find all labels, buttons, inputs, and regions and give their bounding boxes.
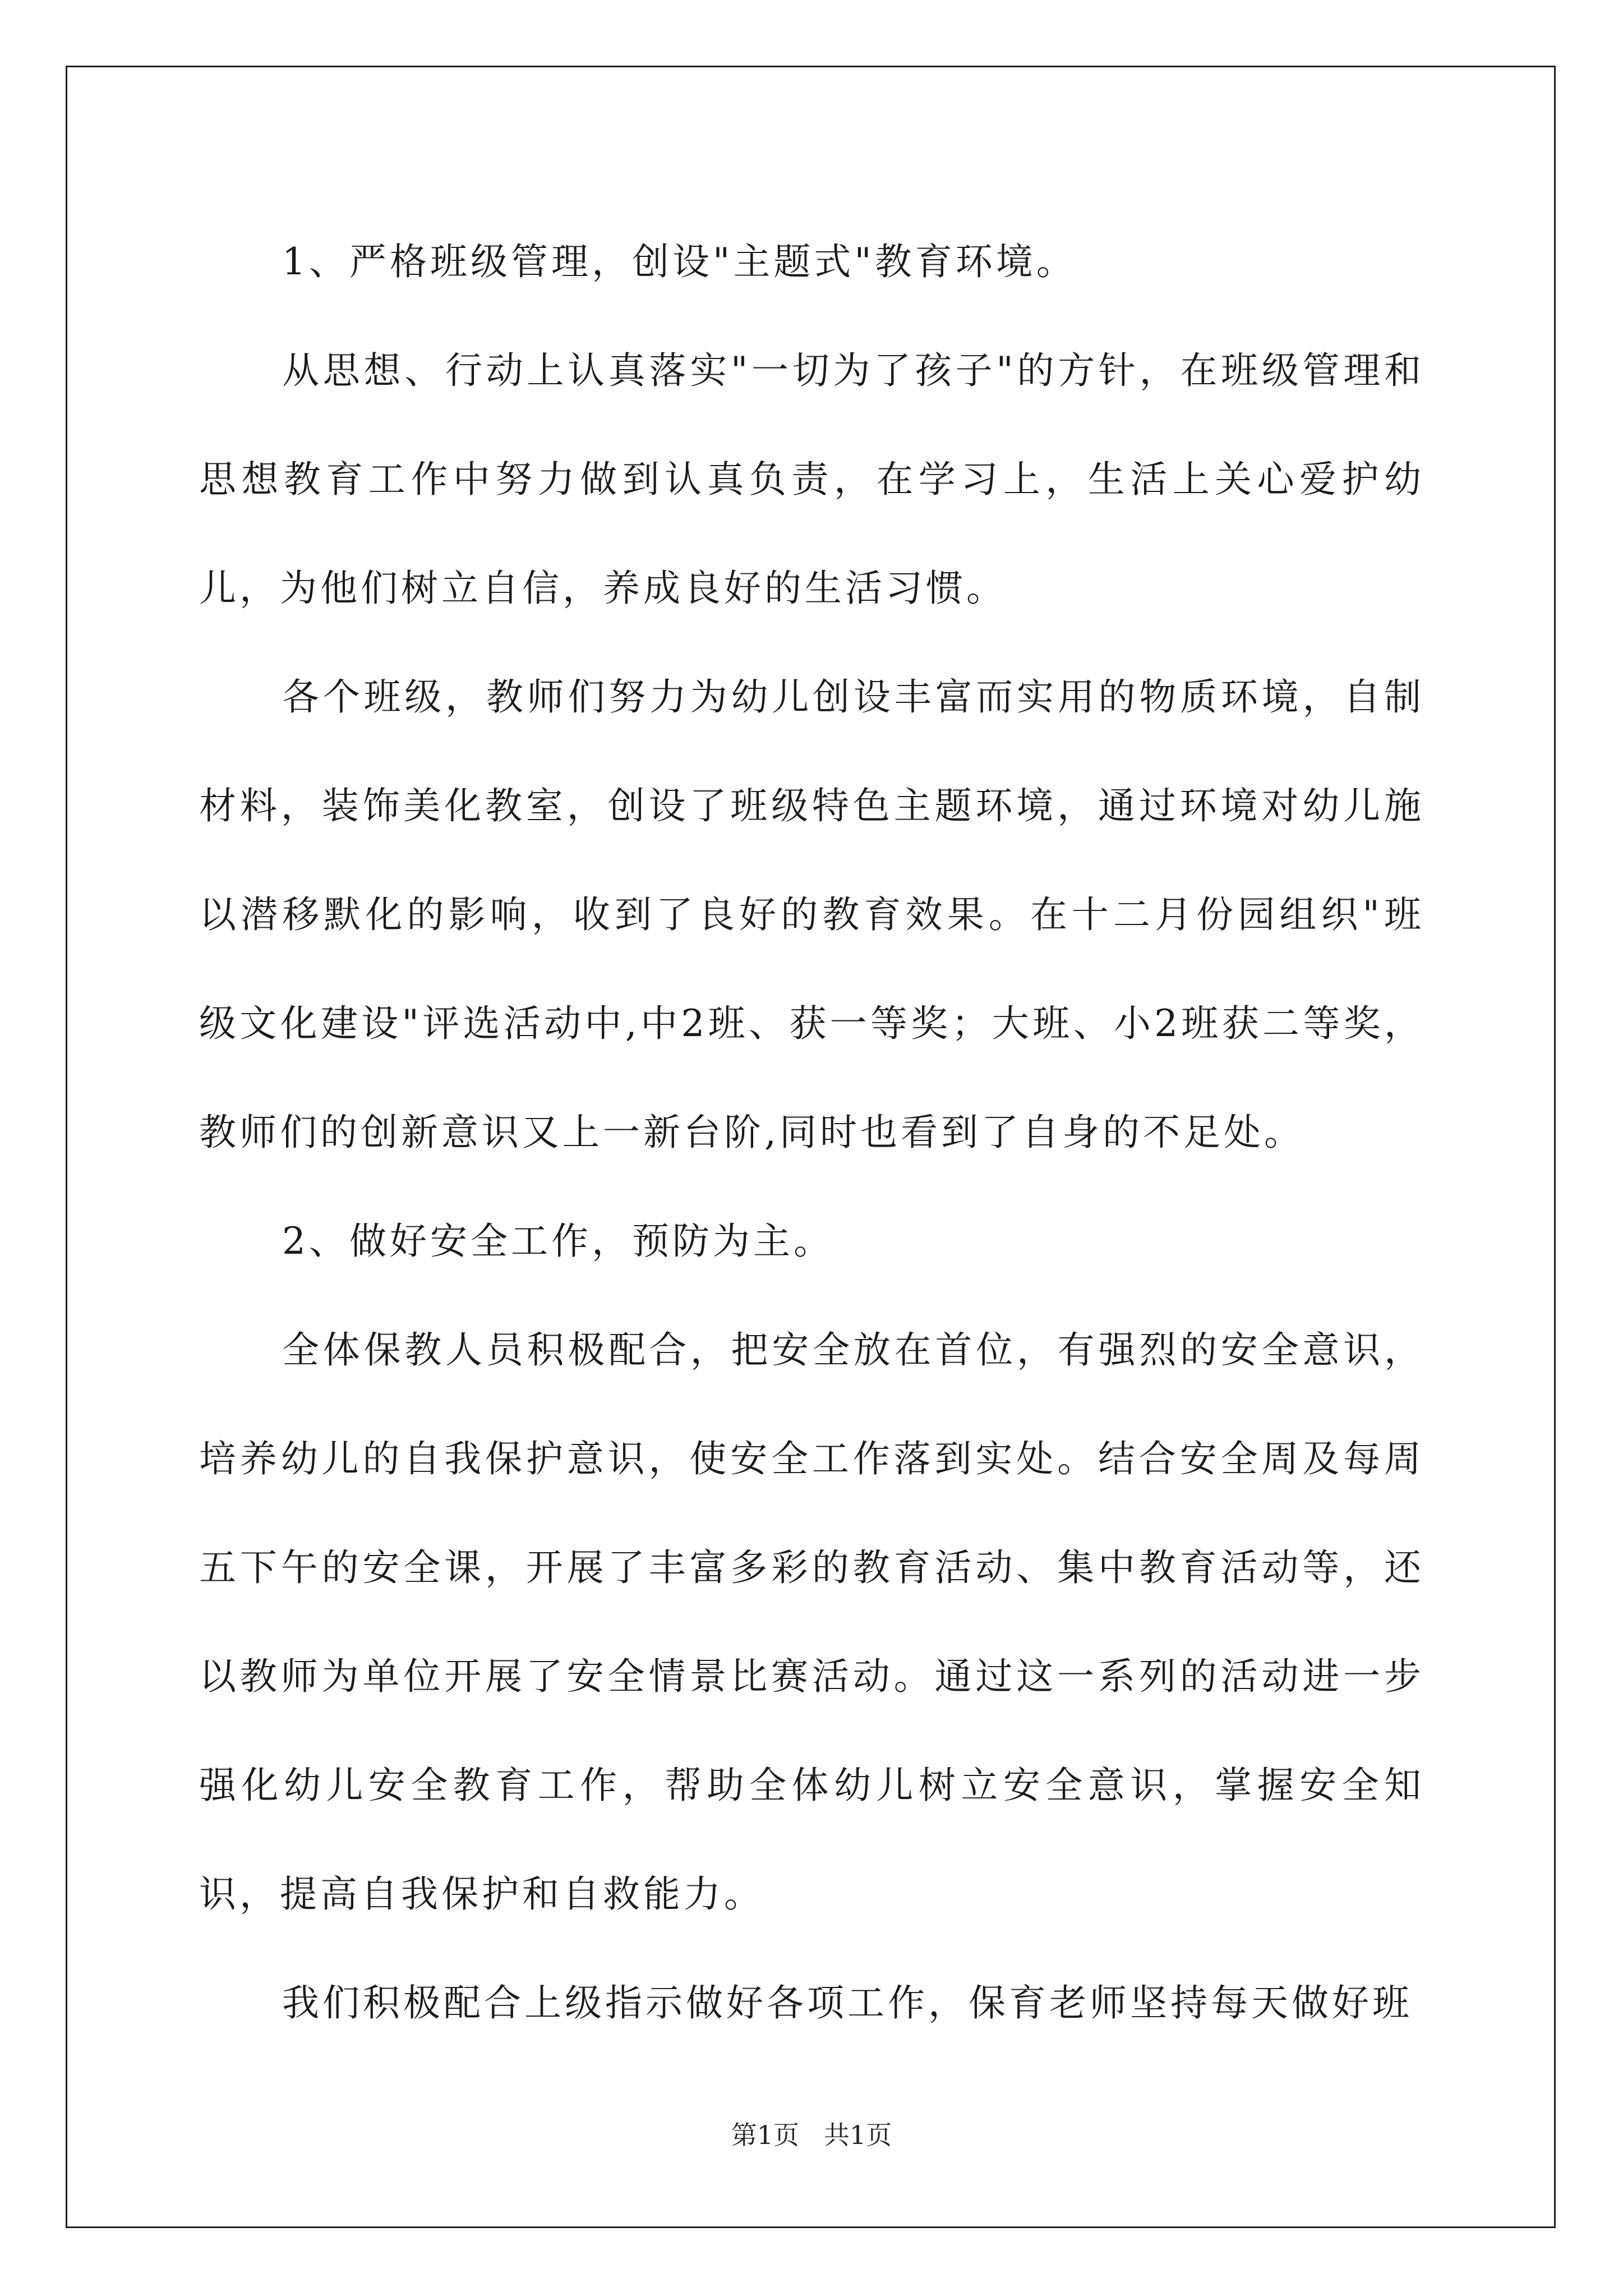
- paragraph-6: 我们积极配合上级指示做好各项工作，保育老师坚持每天做好班: [282, 1981, 1413, 2024]
- document-body: [199, 208, 1424, 2058]
- paragraph-3: 各个班级，教师们努力为幼儿创设丰富而实用的物质环境，自制材料，装饰美化教室，创设了班级特色主题环境，通过环境对幼儿施以潜移默化的影响，收到了良好的教育效果。在十二月份园组织"班级文化建设"评选活动中,中2班、获一等奖；大班、小2班获二等奖，教师们的创新意识又上一新台阶,同时也看到了自身的不足处。: [199, 675, 1424, 1154]
- page-footer: 第1页 共1页: [731, 2120, 892, 2150]
- paragraph-1-heading: 1、严格班级管理，创设"主题式"教育环境。: [282, 240, 1077, 283]
- paragraph-5: 全体保教人员积极配合，把安全放在首位，有强烈的安全意识，培养幼儿的自我保护意识，使安全工作落到实处。结合安全周及每周五下午的安全课，开展了丰富多彩的教育活动、集中教育活动等，还以教师为单位开展了安全情景比赛活动。通过这一系列的活动进一步强化幼儿安全教育工作，帮助全体幼儿树立安全意识，掌握安全知识，提高自我保护和自救能力。: [199, 1328, 1424, 1916]
- paragraph-2: 从思想、行动上认真落实"一切为了孩子"的方针，在班级管理和思想教育工作中努力做到认真负责，在学习上，生活上关心爱护幼儿，为他们树立自信，养成良好的生活习惯。: [199, 349, 1424, 610]
- paragraph-4-heading: 2、做好安全工作，预防为主。: [282, 1220, 834, 1263]
